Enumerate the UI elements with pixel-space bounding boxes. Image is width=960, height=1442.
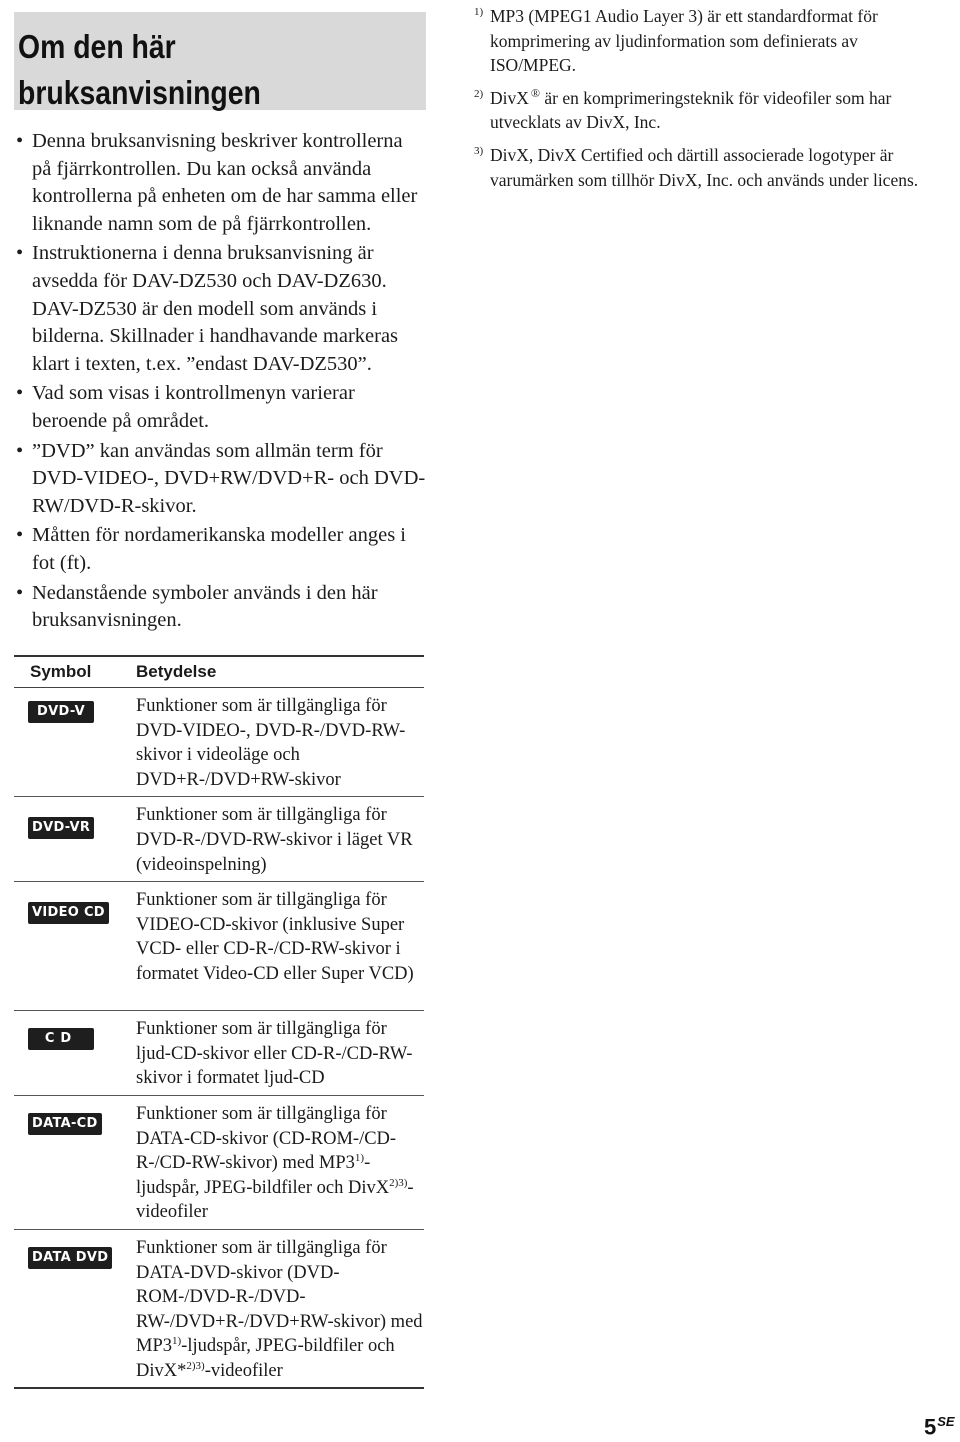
- registered-icon: ®: [530, 85, 541, 100]
- footnote-ref: 1): [354, 1151, 365, 1164]
- meaning-text: -ljudspår, JPEG-bildfiler och DivX*: [136, 1336, 395, 1381]
- bullet-icon: •: [16, 242, 24, 265]
- bullet-icon: •: [16, 439, 24, 462]
- footnote-ref: 2)3): [186, 1359, 205, 1372]
- bullet-icon: •: [16, 524, 24, 547]
- bullet-text: Måtten för nordamerikanska modeller anges i fot (ft).: [32, 524, 406, 574]
- table-row: [14, 1095, 424, 1229]
- meaning-text: -videofiler: [136, 1177, 414, 1223]
- page-number: [924, 1414, 955, 1440]
- table-header-row: [14, 656, 424, 688]
- symbol-cell: [14, 688, 136, 797]
- footnote-text: är en komprimeringsteknik för videofiler som har utvecklats av DivX, Inc.: [490, 87, 892, 133]
- data-cd-symbol-icon: DATA-CD: [28, 1113, 102, 1135]
- footnotes-column: [474, 4, 924, 200]
- bullet-text: Denna bruksanvisning beskriver kontrollerna på fjärrkontrollen. Du kan också använda kontrollerna på enheten om de har samma eller liknande namn som de på fjärrkontrollen.: [32, 130, 418, 235]
- footnote-mark: 1): [474, 6, 484, 18]
- meaning-cell: Funktioner som är tillgängliga för DVD-R-/DVD-RW-skivor i läget VR (videoinspelning): [136, 797, 424, 882]
- bullet-text: Nedanstående symboler används i den här bruksanvisningen.: [32, 581, 378, 632]
- list-item: [16, 580, 426, 635]
- list-item: [16, 128, 426, 238]
- table-row: [14, 797, 424, 882]
- dvd-v-symbol-icon: DVD-V: [28, 701, 94, 723]
- dvd-vr-symbol-icon: DVD-VR: [28, 817, 94, 839]
- list-item: [16, 240, 426, 378]
- table-row: [14, 688, 424, 797]
- bullet-text: ”DVD” kan användas som allmän term för DVD-VIDEO-, DVD+RW/DVD+R- och DVD-RW/DVD-R-skivor.: [32, 439, 426, 517]
- symbol-cell: [14, 882, 136, 1011]
- intro-bullet-list: [16, 128, 426, 635]
- meaning-text: Funktioner som är tillgängliga för DATA-DVD-skivor (DVD-ROM-/DVD-R-/DVD-RW-/DVD+R-/DVD+RW-skivor) med MP3: [136, 1237, 423, 1357]
- title-box: [14, 12, 426, 110]
- bullet-icon: •: [16, 130, 24, 152]
- symbol-cell: [14, 1011, 136, 1096]
- footnote-ref: 2)3): [389, 1176, 408, 1189]
- data-dvd-symbol-icon: DATA DVD: [28, 1247, 112, 1269]
- footnote-3: [474, 143, 924, 192]
- footnote-text: DivX: [490, 87, 529, 108]
- bullet-text: Instruktionerna i denna bruksanvisning är avsedda för DAV-DZ530 och DAV-DZ630. DAV-DZ530 är den modell som används i bilderna. Skillnader i handhavande markeras klart i texten, t.ex. ”endast DAV-DZ530”.: [32, 242, 399, 375]
- video-cd-symbol-icon: VIDEO CD: [28, 902, 109, 924]
- table-row: [14, 882, 424, 1011]
- footnote-ref: 1): [172, 1335, 182, 1348]
- meaning-text: -ljudspår, JPEG-bildfiler och DivX: [136, 1153, 390, 1198]
- footnote-text: MP3 (MPEG1 Audio Layer 3) är ett standardformat för komprimering av ljudinformation som definierats av ISO/MPEG.: [490, 6, 878, 76]
- meaning-cell: [136, 1095, 424, 1229]
- bullet-icon: •: [16, 382, 24, 405]
- footnote-mark: 2): [474, 87, 484, 100]
- symbol-cell: [14, 1229, 136, 1388]
- footnote-1: [474, 4, 924, 78]
- meaning-cell: Funktioner som är tillgängliga för DVD-VIDEO-, DVD-R-/DVD-RW-skivor i videoläge och DVD+R-/DVD+RW-skivor: [136, 688, 424, 797]
- cd-symbol-icon: CD: [28, 1028, 94, 1050]
- footnote-2: [474, 86, 924, 135]
- header-symbol: Symbol: [14, 656, 136, 688]
- list-item: [16, 380, 426, 435]
- meaning-text: Funktioner som är tillgängliga för DATA-CD-skivor (CD-ROM-/CD-R-/CD-RW-skivor) med MP3: [136, 1103, 397, 1174]
- footnote-text: DivX, DivX Certified och därtill associerade logotyper är varumärken som tillhör DivX, Inc. och används under licens.: [490, 144, 919, 190]
- symbol-table: [14, 655, 424, 1389]
- meaning-text: -videofiler: [204, 1360, 283, 1381]
- header-meaning: Betydelse: [136, 656, 424, 688]
- footnote-mark: 3): [474, 144, 484, 157]
- left-column: [14, 12, 426, 637]
- meaning-cell: Funktioner som är tillgängliga för VIDEO-CD-skivor (inklusive Super VCD- eller CD-R-/CD-RW-skivor i formatet Video-CD eller Super VCD): [136, 882, 424, 1011]
- table-row: [14, 1229, 424, 1388]
- page-number-suffix: SE: [937, 1414, 955, 1429]
- bullet-icon: •: [16, 581, 24, 604]
- list-item: [16, 522, 426, 577]
- page-number-value: 5: [924, 1414, 937, 1440]
- meaning-cell: Funktioner som är tillgängliga för ljud-CD-skivor eller CD-R-/CD-RW-skivor i formatet ljud-CD: [136, 1011, 424, 1096]
- bullet-text: Vad som visas i kontrollmenyn varierar beroende på området.: [32, 382, 355, 432]
- symbol-cell: [14, 797, 136, 882]
- list-item: [16, 438, 426, 521]
- symbol-cell: [14, 1095, 136, 1229]
- meaning-cell: [136, 1229, 424, 1388]
- page-title: Om den här bruksanvisningen: [18, 28, 261, 111]
- table-row: [14, 1011, 424, 1096]
